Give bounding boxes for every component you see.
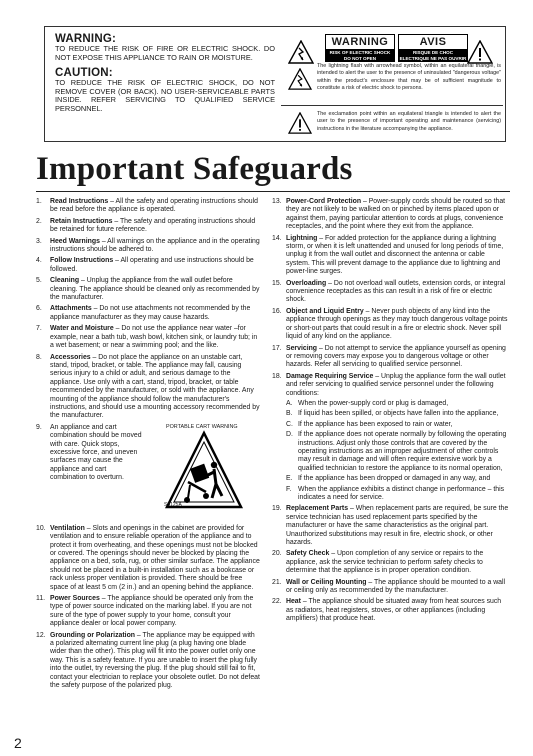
caution-title: CAUTION: <box>55 67 113 80</box>
list-item: 10. Ventilation – Slots and openings in the cabinet are provided for ventilation and to ensure reliable operation of the appliance and to protect it from overheating, and these openings must not be blocked or covered. The openings should never be blocked by placing the appliance on a bed, sofa, rug, or other similar surface. The appliance should not be placed in a built-in installation such as a bookcase or rack unless proper ventilation is provided. There should be free space of at least 5 cm (2 in.) and an opening behind the appliance. <box>36 524 260 591</box>
sub-item: C. If the appliance has been exposed to rain or water, <box>286 420 453 428</box>
list-item: 21. Wall or Ceiling Mounting – The appliance should be mounted to a wall or ceiling only as recommended by the manufacturer. <box>272 578 506 595</box>
lightning-triangle-icon <box>288 68 314 94</box>
left-column <box>36 198 260 693</box>
sub-item: A. When the power-supply cord or plug is damaged, <box>286 399 449 407</box>
sub-item: F. When the appliance exhibits a distinct change in performance – this indicates a need for service. <box>286 485 505 501</box>
list-item: 18. Damage Requiring Service – Unplug the appliance form the wall outlet and refer servicing to qualified service personnel under the following conditions: A. When the power-supply cord or plug is damaged, B. If liquid has been spilled, or objects have fallen into the appliance, C. If the appliance has been exposed to rain or water, D. If the appliance does not operate normally by following the operating instructions. Adjust only those controls that are covered by the operating instructions as an improper adjustment of other controls may result in damage and will often require extensive work by a qualified technician to restore the appliance to its normal operation, E. If the appliance has been dropped or damaged in any way, and F. When the appliance exhibits a distinct change in performance – this indicates a need for service. <box>272 373 510 503</box>
list-item: 7. Water and Moisture – Do not use the appliance near water –for example, near a bath tub, wash bowl, kitchen sink, or laundry tub; in a wet basement; or near a swimming pool; and the like. <box>36 325 258 350</box>
list-item-cart: 9. An appliance and cart combination should be moved with care. Quick stops, excessive force, and uneven surfaces may cause the appliance and cart combination to overturn. PORTABLE CART WARNING S3125A <box>36 424 260 522</box>
list-item: 19. Replacement Parts – When replacement parts are required, be sure the service technician has used replacement parts specified by the manufacturer or have the same characteristics as the original part. Unauthorized substitutions may result in fire, electric shock, or other hazards. <box>272 505 509 547</box>
list-item: 13. Power-Cord Protection – Power-supply cords should be routed so that they are not likely to be walked on or pinched by items placed upon or against them, paying particular attention to cords at plugs, convenience receptacles, and the point where they exit from the appliance. <box>272 198 506 231</box>
symbol-panel <box>281 32 503 132</box>
list-item: 4. Follow Instructions – All operating and use instructions should be followed. <box>36 257 254 273</box>
avis-label: AVIS RISQUE DE CHOC ELECTRIQUE NE PAS OUVRIR <box>399 36 467 61</box>
divider <box>281 105 503 106</box>
list-item: 6. Attachments – Do not use attachments not recommended by the appliance manufacturer as they may cause hazards. <box>36 305 251 321</box>
cart-tip-over-icon <box>164 430 244 510</box>
right-column <box>272 198 510 627</box>
list-item: 22. Heat – The appliance should be situated away from heat sources such as radiators, heat registers, stoves, or other appliances (including amplifiers) that produce heat. <box>272 598 502 623</box>
list-item: 16. Object and Liquid Entry – Never push objects of any kind into the appliance through openings as they may touch dangerous voltage points or short-out parts that could result in a fire or electric shock. Never spill liquid of any kind on the appliance. <box>272 307 508 341</box>
portable-cart-warning-figure <box>158 424 248 522</box>
list-item: 12. Grounding or Polarization – The appliance may be equipped with a polarized alternating current line plug (a plug having one blade wider than the other). This plug will fit into the power outlet only one way. This is a safety feature. If you are unable to insert the plug fully into the outlet, try reversing the plug. If the plug should still fail to fit, contact your electrician to replace your obsolete outlet. Do not defeat the safety purpose of the polarized plug. <box>36 631 260 690</box>
list-item: 2. Retain Instructions – The safety and operating instructions should be retained for future reference. <box>36 217 256 234</box>
page-number: 2 <box>14 735 22 751</box>
caution-text: TO REDUCE THE RISK OF ELECTRIC SHOCK, DO NOT REMOVE COVER (OR BACK). NO USER-SERVICEABLE PARTS INSIDE. REFER SERVICING TO QUALIFIED SERVICE PERSONNEL. <box>55 78 275 113</box>
list-item: 1. Read Instructions – All the safety and operating instructions should be read before the appliance is operated. <box>36 198 258 214</box>
list-item: 5. Cleaning – Unplug the appliance from the wall outlet before cleaning. The appliance should be cleaned only as recommended by the manufacturer. <box>36 277 260 302</box>
warning-label: WARNING RISK OF ELECTRIC SHOCK DO NOT OPEN <box>325 34 395 62</box>
list-item: 14. Lightning – For added protection for the appliance during a lightning storm, or when it is left unattended and unused for long periods of time, unplug it from the wall outlet and disconnect the antenna or cable system. This will prevent damage to the appliance due to lightning and power-line surges. <box>272 234 504 276</box>
sub-item: D. If the appliance does not operate normally by following the operating instructions. Adjust only those controls that are covered by the operating instructions as an improper adjustment of other controls may result in damage and will often require extensive work by a qualified technician to restore the appliance to its normal operation, <box>286 431 507 472</box>
list-item: 8. Accessories – Do not place the appliance on an unstable cart, stand, tripod, bracket, or table. The appliance may fall, causing serious injury to a child or adult, and serious damage to the appliance. Use only with a cart, stand, tripod, bracket, or table recommended by the manufacturer, or sold with the appliance. Any mounting of the appliance should follow the manufacturer's instructions, and should use a mounting accessory recommended by the manufacturer. <box>36 353 260 420</box>
warning-box <box>44 26 506 142</box>
exclamation-description: The exclamation point within an equilateral triangle is intended to alert the user to the presence of important operating and maintenance (servicing) instructions in the literature accompanying the appliance. <box>317 111 501 132</box>
cart-code: S3125A <box>164 502 182 509</box>
list-item: 15. Overloading – Do not overload wall outlets, extension cords, or integral convenience receptacles as this can result in a risk of fire or electric shock. <box>272 279 506 304</box>
lightning-description: The lightning flash with arrowhead symbol, within an equilateral triangle, is intended to alert the user to the presence of uninsulated "dangerous voltage" within the product's enclosure that may be of sufficient magnitude to constitute a risk of electric shock to persons. <box>317 63 501 91</box>
sub-item: E. If the appliance has been dropped or damaged in any way, and <box>286 475 491 483</box>
title-rule <box>36 191 510 192</box>
list-item: 17. Servicing – Do not attempt to service the appliance yourself as opening or removing covers may expose you to dangerous voltage or other hazards. Refer all servicing to qualified service personnel. <box>272 344 506 369</box>
list-item: 20. Safety Check – Upon completion of any service or repairs to the appliance, ask the service technician to perform safety checks to determine that the appliance is in proper operation condition. <box>272 550 484 575</box>
sub-item: B. If liquid has been spilled, or objects have fallen into the appliance, <box>286 410 499 418</box>
exclamation-triangle-icon <box>288 112 314 138</box>
warning-caution-text <box>55 33 275 114</box>
list-item: 3. Heed Warnings – All warnings on the appliance and in the operating instructions should be adhered to. <box>36 237 260 254</box>
cart-label: PORTABLE CART WARNING <box>166 423 238 430</box>
list-item: 11. Power Sources – The appliance should be operated only from the type of power source indicated on the marking label. If you are not sure of the type of power supply to your home, consult your appliance dealer or local power company. <box>36 595 254 628</box>
lightning-triangle-icon <box>288 40 314 66</box>
page-title: Important Safeguards <box>36 151 353 187</box>
warning-text: TO REDUCE THE RISK OF FIRE OR ELECTRIC SHOCK. DO NOT EXPOSE THIS APPLIANCE TO RAIN OR MOISTURE. <box>55 44 275 62</box>
warning-title: WARNING: <box>55 33 117 45</box>
